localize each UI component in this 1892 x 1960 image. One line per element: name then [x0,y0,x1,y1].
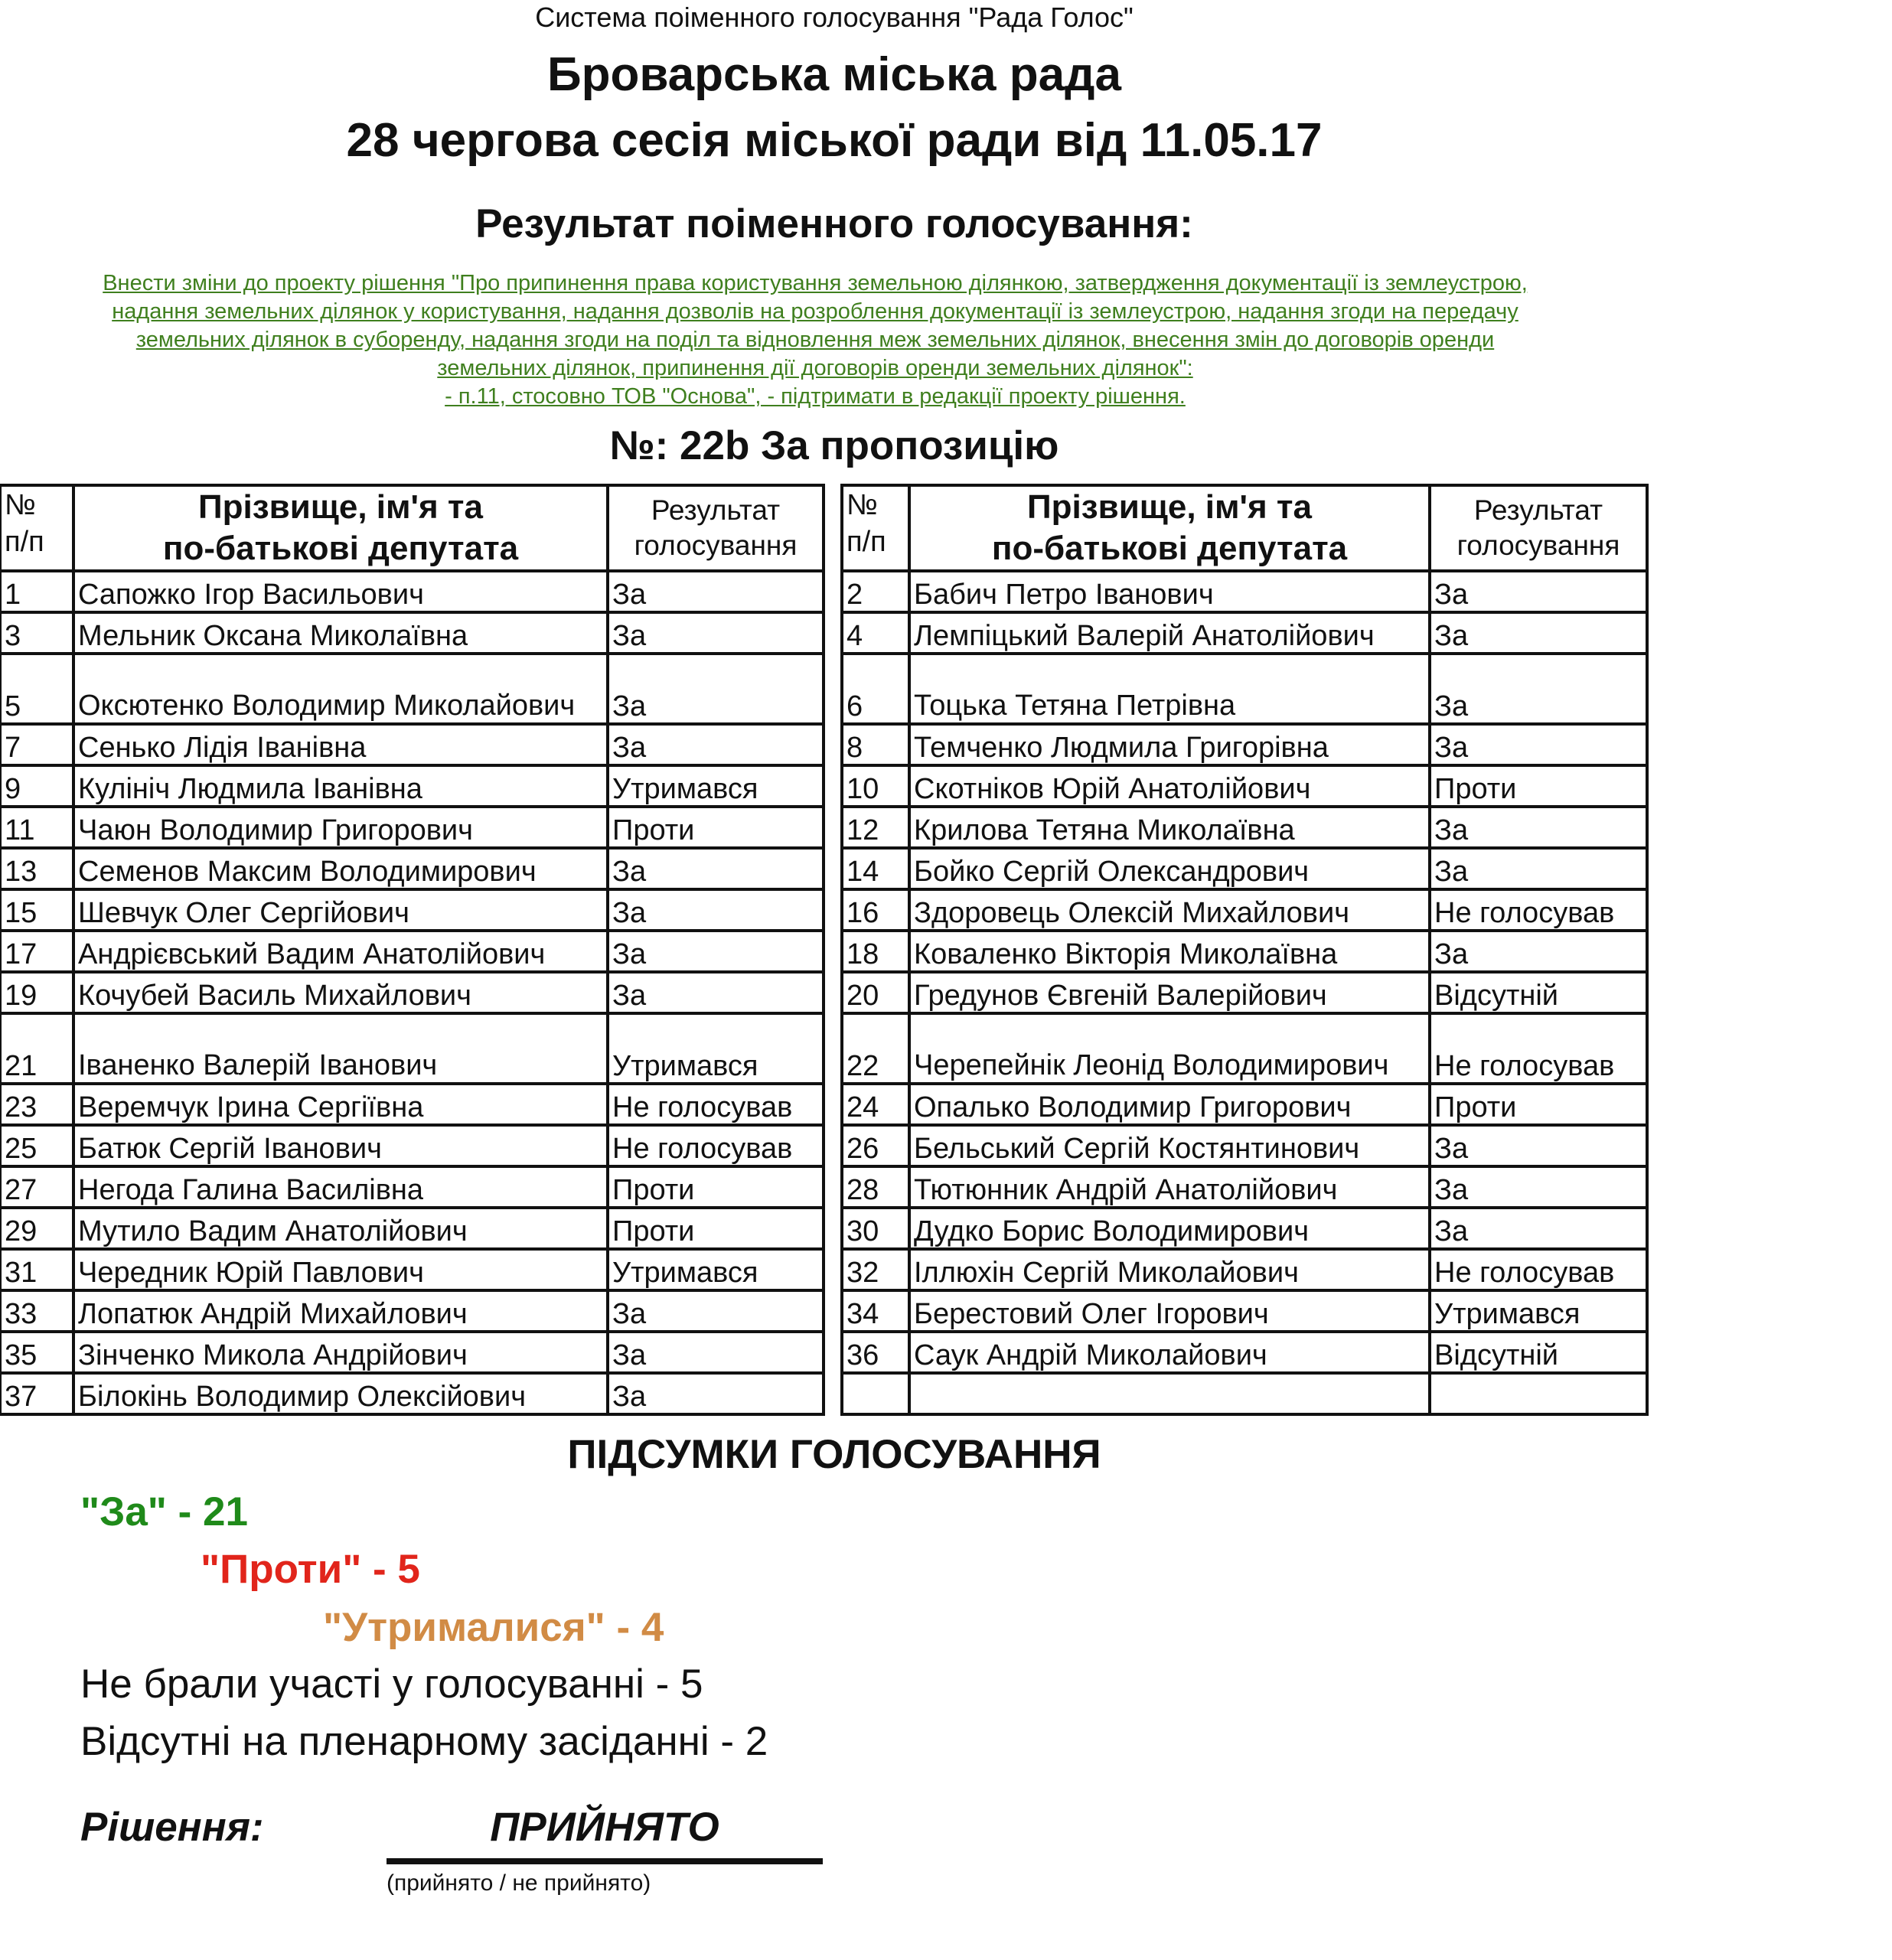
deputy-name: Тютюнник Андрій Анатолійович [909,1166,1430,1208]
deputy-name: Скотніков Юрій Анатолійович [909,765,1430,807]
row-number: 3 [0,612,73,654]
deputy-name: Мутило Вадим Анатолійович [73,1208,608,1249]
table-row [842,1290,1647,1332]
table-row [0,1373,824,1414]
vote-result: Не голосував [1430,1249,1647,1290]
row-number: 21 [0,1013,73,1084]
vote-result: За [608,612,824,654]
row-number: 31 [0,1249,73,1290]
motion-line: земельних ділянок в суборенду, надання згоди на поділ та відновлення меж земельних ділянок, внесення змін до договорів оренди [135,328,1495,352]
header-name: Прізвище, ім'я та по-батькові депутата [73,485,608,571]
table-row [842,972,1647,1013]
deputy-name: Крилова Тетяна Миколаївна [909,807,1430,848]
vote-result: За [1430,654,1647,724]
table-header-row [842,485,1647,571]
deputy-name: Гредунов Євгеній Валерійович [909,972,1430,1013]
table-row [0,1249,824,1290]
table-row [0,889,824,931]
vote-result: За [608,654,824,724]
vote-result [1430,1373,1647,1414]
row-number: 30 [842,1208,909,1249]
council-name: Броварська міська рада [547,48,1121,101]
system-title: Система поіменного голосування "Рада Голос" [535,2,1134,33]
table-row [842,724,1647,765]
table-row [0,1125,824,1166]
deputy-name: Іваненко Валерій Іванович [73,1013,608,1084]
deputy-name: Білокінь Володимир Олексійович [73,1373,608,1414]
table-row [0,848,824,889]
table-row [0,654,824,724]
table-row [0,931,824,972]
deputy-name: Берестовий Олег Ігорович [909,1290,1430,1332]
vote-result: За [608,1373,824,1414]
row-number: 14 [842,848,909,889]
vote-result: За [608,889,824,931]
vote-result: Проти [608,1166,824,1208]
table-row [0,724,824,765]
deputy-name: Шевчук Олег Сергійович [73,889,608,931]
row-number: 13 [0,848,73,889]
deputy-name: Зінченко Микола Андрійович [73,1332,608,1373]
row-number: 1 [0,571,73,612]
deputy-name: Веремчук Ірина Сергіївна [73,1084,608,1125]
table-row [842,765,1647,807]
deputy-name: Сенько Лідія Іванівна [73,724,608,765]
vote-result: За [1430,1208,1647,1249]
motion-line: надання земельних ділянок у користування, надання дозволів на розроблення документації із землеустрою, надання згоди на передачу [112,299,1518,324]
row-number: 36 [842,1332,909,1373]
vote-result: Утримався [608,1013,824,1084]
table-row [842,1166,1647,1208]
table-row [0,612,824,654]
header-number: № п/п [842,485,909,571]
vote-result: За [1430,1125,1647,1166]
vote-result: Не голосував [608,1125,824,1166]
deputy-name: Здоровець Олексій Михайлович [909,889,1430,931]
motion-line: - п.11, стосовно ТОВ "Основа", - підтримати в редакції проекту рішення. [445,384,1186,409]
vote-result: За [608,848,824,889]
deputy-name: Батюк Сергій Іванович [73,1125,608,1166]
row-number: 6 [842,654,909,724]
table-row [0,1166,824,1208]
deputy-name: Тоцька Тетяна Петрівна [909,654,1430,724]
vote-number: №: 22b За пропозицію [609,423,1059,468]
table-row [0,1208,824,1249]
table-row [0,1332,824,1373]
table-row [842,807,1647,848]
row-number: 22 [842,1013,909,1084]
deputy-name: Чередник Юрій Павлович [73,1249,608,1290]
table-row [0,571,824,612]
deputy-name: Семенов Максим Володимирович [73,848,608,889]
deputy-name: Коваленко Вікторія Миколаївна [909,931,1430,972]
table-row [0,972,824,1013]
deputy-name: Бойко Сергій Олександрович [909,848,1430,889]
table-row [842,571,1647,612]
summary-title: ПІДСУМКИ ГОЛОСУВАННЯ [567,1432,1101,1477]
summary-against: "Проти" - 5 [201,1547,420,1592]
result-heading: Результат поіменного голосування: [475,201,1193,246]
vote-result: За [608,1332,824,1373]
deputy-name: Лемпіцький Валерій Анатолійович [909,612,1430,654]
vote-result: Не голосував [1430,889,1647,931]
row-number: 10 [842,765,909,807]
votes-table-left [0,484,825,1416]
vote-result: За [608,972,824,1013]
vote-result: Відсутній [1430,972,1647,1013]
vote-result: За [1430,848,1647,889]
session-title: 28 чергова сесія міської ради від 11.05.17 [346,114,1323,167]
deputy-name: Андрієвський Вадим Анатолійович [73,931,608,972]
deputy-name: Черепейнік Леонід Володимирович [909,1013,1430,1084]
deputy-name: Дудко Борис Володимирович [909,1208,1430,1249]
table-row [842,1332,1647,1373]
row-number: 17 [0,931,73,972]
summary-not-voted: Не брали участі у голосуванні - 5 [80,1662,703,1707]
motion-line: земельних ділянок, припинення дії договорів оренди земельних ділянок": [437,356,1193,380]
row-number: 20 [842,972,909,1013]
vote-result: За [1430,571,1647,612]
table-row [0,1084,824,1125]
vote-result: За [608,571,824,612]
votes-table-right [840,484,1649,1416]
row-number: 33 [0,1290,73,1332]
deputy-name [909,1373,1430,1414]
row-number: 4 [842,612,909,654]
row-number: 18 [842,931,909,972]
header-name: Прізвище, ім'я та по-батькові депутата [909,485,1430,571]
row-number: 7 [0,724,73,765]
table-row [842,1013,1647,1084]
row-number: 23 [0,1084,73,1125]
motion-text [0,269,1630,411]
header-result: Результат голосування [1430,485,1647,571]
decision-label: Рішення: [80,1805,264,1850]
row-number: 32 [842,1249,909,1290]
vote-result: За [1430,807,1647,848]
deputy-name: Сапожко Ігор Васильович [73,571,608,612]
decision-value: ПРИЙНЯТО [490,1805,719,1850]
vote-result: Відсутній [1430,1332,1647,1373]
row-number: 27 [0,1166,73,1208]
row-number: 15 [0,889,73,931]
table-row [842,1208,1647,1249]
row-number: 24 [842,1084,909,1125]
deputy-name: Лопатюк Андрій Михайлович [73,1290,608,1332]
row-number: 2 [842,571,909,612]
deputy-name: Бабич Петро Іванович [909,571,1430,612]
row-number: 5 [0,654,73,724]
vote-result: Утримався [1430,1290,1647,1332]
deputy-name: Бельський Сергій Костянтинович [909,1125,1430,1166]
header-number: № п/п [0,485,73,571]
vote-result: Проти [608,1208,824,1249]
vote-result: Утримався [608,765,824,807]
deputy-name: Опалько Володимир Григорович [909,1084,1430,1125]
vote-result: За [1430,931,1647,972]
table-row [842,1373,1647,1414]
deputy-name: Негода Галина Василівна [73,1166,608,1208]
table-row [842,612,1647,654]
header-result: Результат голосування [608,485,824,571]
table-row [842,848,1647,889]
vote-result: Проти [1430,765,1647,807]
table-row [842,1084,1647,1125]
table-header-row [0,485,824,571]
table-row [842,654,1647,724]
row-number: 25 [0,1125,73,1166]
deputy-name: Темченко Людмила Григорівна [909,724,1430,765]
vote-result: Не голосував [1430,1013,1647,1084]
decision-hint: (прийнято / не прийнято) [387,1870,651,1896]
summary-absent: Відсутні на пленарному засіданні - 2 [80,1719,768,1764]
vote-result: За [1430,1166,1647,1208]
table-row [842,1249,1647,1290]
deputy-name: Саук Андрій Миколайович [909,1332,1430,1373]
summary-abstained: "Утрималися" - 4 [323,1605,664,1650]
deputy-name: Оксютенко Володимир Миколайович [73,654,608,724]
deputy-name: Мельник Оксана Миколаївна [73,612,608,654]
row-number: 37 [0,1373,73,1414]
vote-result: За [608,931,824,972]
table-row [842,931,1647,972]
vote-result: За [1430,724,1647,765]
deputy-name: Іллюхін Сергій Миколайович [909,1249,1430,1290]
vote-result: Утримався [608,1249,824,1290]
vote-result: За [608,1290,824,1332]
deputy-name: Кулініч Людмила Іванівна [73,765,608,807]
vote-result: За [608,724,824,765]
row-number [842,1373,909,1414]
row-number: 16 [842,889,909,931]
vote-result: За [1430,612,1647,654]
decision-underline [387,1858,823,1864]
row-number: 29 [0,1208,73,1249]
row-number: 34 [842,1290,909,1332]
deputy-name: Чаюн Володимир Григорович [73,807,608,848]
row-number: 8 [842,724,909,765]
row-number: 12 [842,807,909,848]
table-row [0,765,824,807]
vote-result: Проти [1430,1084,1647,1125]
table-row [842,889,1647,931]
vote-result: Проти [608,807,824,848]
row-number: 9 [0,765,73,807]
table-row [842,1125,1647,1166]
vote-result: Не голосував [608,1084,824,1125]
table-row [0,807,824,848]
row-number: 28 [842,1166,909,1208]
deputy-name: Кочубей Василь Михайлович [73,972,608,1013]
row-number: 35 [0,1332,73,1373]
table-row [0,1013,824,1084]
row-number: 11 [0,807,73,848]
summary-for: "За" - 21 [80,1489,248,1534]
row-number: 26 [842,1125,909,1166]
table-row [0,1290,824,1332]
row-number: 19 [0,972,73,1013]
motion-line: Внести зміни до проекту рішення "Про припинення права користування земельною ділянкою, затвердження документації із землеустрою, [103,271,1528,295]
